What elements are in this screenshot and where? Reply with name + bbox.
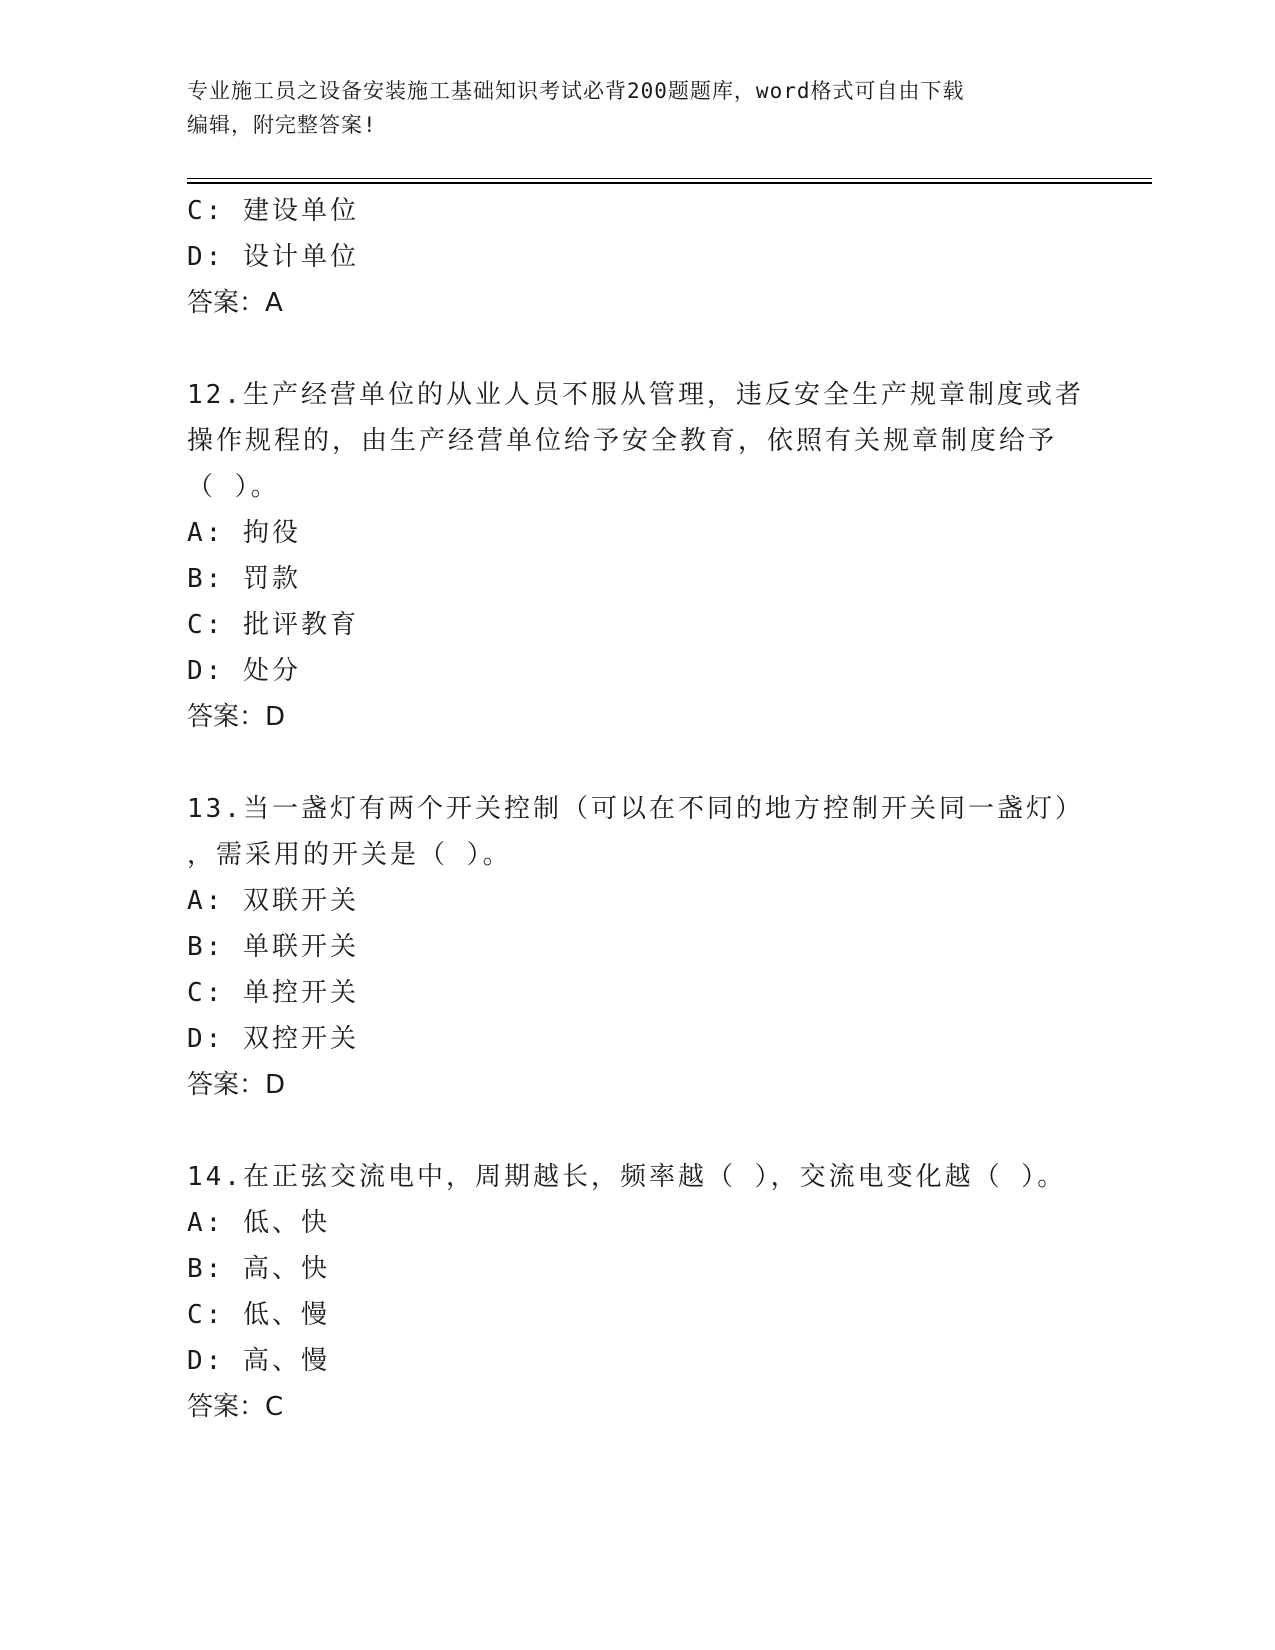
question-12	[187, 372, 1087, 740]
question-stem	[187, 372, 1087, 510]
option-c: C: 批评教育	[187, 610, 359, 640]
stem-line: 12.生产经营单位的从业人员不服从管理，违反安全生产规章制度或者	[187, 380, 1084, 410]
stem-line: 操作规程的，由生产经营单位给予安全教育，依照有关规章制度给予	[187, 426, 1058, 456]
option-c: C: 建设单位	[187, 196, 359, 226]
option-a: A: 拘役	[187, 518, 301, 548]
answer-line: 答案：C	[187, 1392, 284, 1422]
header-line-1: 专业施工员之设备安装施工基础知识考试必背200题题库，word格式可自由下载	[187, 79, 965, 103]
option-d: D: 高、慢	[187, 1346, 330, 1376]
option-b: B: 单联开关	[187, 932, 359, 962]
option-a: A: 双联开关	[187, 886, 359, 916]
option-d: D: 双控开关	[187, 1024, 359, 1054]
option-a: A: 低、快	[187, 1208, 330, 1238]
header-rule-thin	[187, 178, 1152, 179]
header-rule-thick	[187, 182, 1152, 184]
stem-line: ，需采用的开关是（ ）。	[187, 840, 512, 870]
stem-line: （ ）。	[187, 472, 280, 502]
document-header	[187, 74, 1067, 142]
header-line-2: 编辑，附完整答案!	[187, 113, 377, 137]
question-content	[187, 188, 1087, 1430]
question-gap	[187, 1108, 1087, 1154]
question-gap	[187, 740, 1087, 786]
option-c: C: 低、慢	[187, 1300, 330, 1330]
answer-line: 答案：D	[187, 702, 286, 732]
question-13	[187, 786, 1087, 1108]
question-stem	[187, 1154, 1087, 1200]
stem-line: 14.在正弦交流电中，周期越长，频率越（ ），交流电变化越（ ）。	[187, 1162, 1067, 1192]
option-b: B: 罚款	[187, 564, 301, 594]
option-d: D: 处分	[187, 656, 301, 686]
option-d: D: 设计单位	[187, 242, 359, 272]
question-gap	[187, 326, 1087, 372]
question-11-tail	[187, 188, 1087, 326]
question-stem	[187, 786, 1087, 878]
option-c: C: 单控开关	[187, 978, 359, 1008]
stem-line: 13.当一盏灯有两个开关控制（可以在不同的地方控制开关同一盏灯）	[187, 794, 1084, 824]
option-b: B: 高、快	[187, 1254, 330, 1284]
answer-line: 答案：D	[187, 1070, 286, 1100]
question-14	[187, 1154, 1087, 1430]
answer-line: 答案：A	[187, 288, 283, 318]
